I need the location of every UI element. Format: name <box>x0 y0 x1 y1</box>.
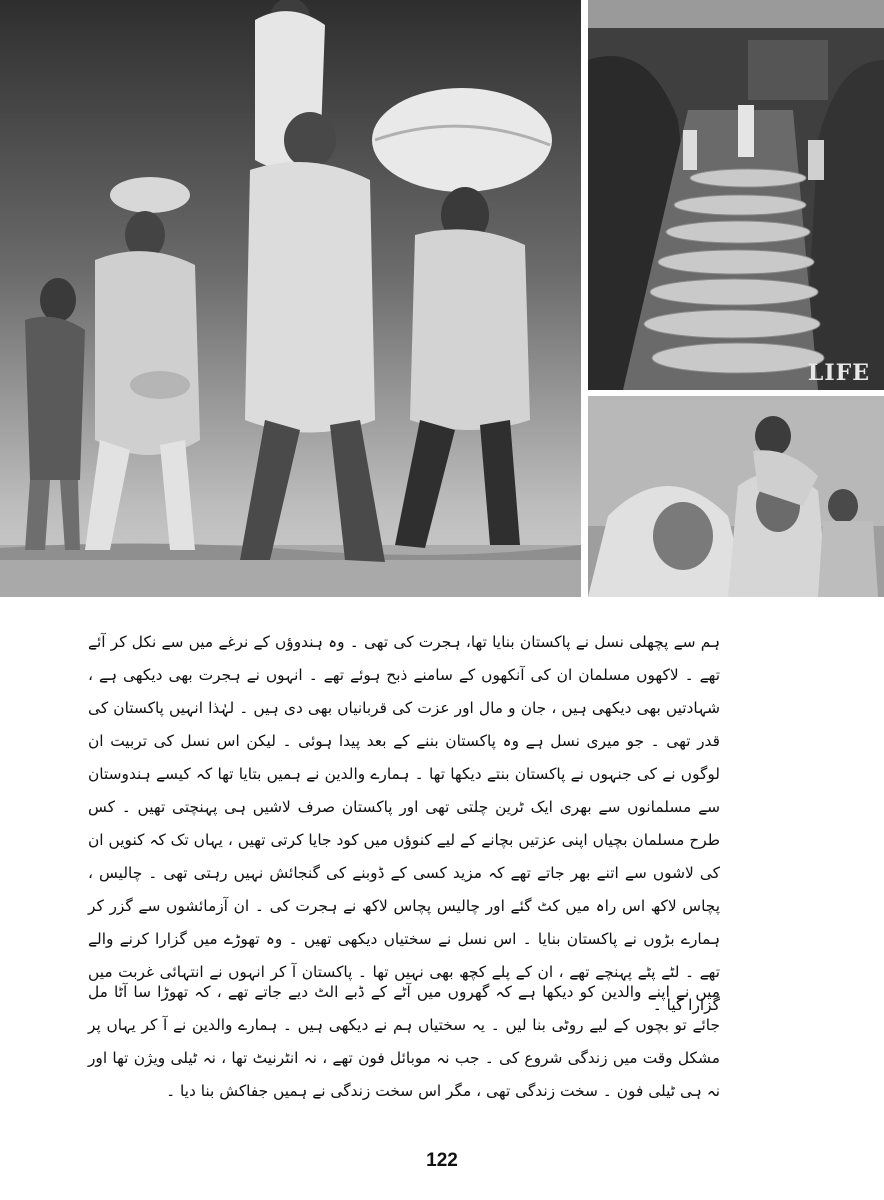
life-watermark: LIFE <box>807 360 870 386</box>
body-paragraph-2: میں نے اپنے والدین کو دیکھا ہے کہ گھروں میں آٹے کے ڈبے الٹ دیے جاتے تھے ، کہ تھوڑا سا آٹا مل جائے تو بچوں کے لیے روٹی بنا لیں ۔ یہ سختیاں ہم نے دیکھی ہیں ۔ ہمارے والدین نے آ کر یہاں پر مشکل وقت میں زندگی شروع کی ۔ جب نہ موبائل فون تھے ، نہ انٹرنیٹ تھا ، نہ ٹیلی ویژن تھا اور نہ ہی ٹیلی فون ۔ سخت زندگی تھی ، مگر اس سخت زندگی نے ہمیں جفاکش بنا دیا ۔ <box>88 983 720 1100</box>
page-number: 122 <box>426 1150 458 1171</box>
refugee-family-walking-photo <box>0 0 581 597</box>
elderly-woman-and-children-photo <box>588 396 884 597</box>
body-paragraph-1: ہم سے پچھلی نسل نے پاکستان بنایا تھا، ہجرت کی تھی ۔ وہ ہندوؤں کے نرغے میں سے نکل کر آئے تھے ۔ لاکھوں مسلمان ان کی آنکھوں کے سامنے ذبح ہوئے تھے ۔ انہوں نے ہجرت بھی دیکھی ہے ، شہادتیں بھی دیکھی ہیں ، جان و مال اور عزت کی قربانیاں بھی دی ہیں ۔ لہٰذا انہیں پاکستان کی قدر تھی ۔ جو میری نسل ہے وہ پاکستان بننے کے بعد پیدا ہوئی ۔ لیکن اس نسل کی تربیت ان لوگوں نے کی جنہوں نے پاکستان بنتے دیکھا تھا ۔ ہمارے والدین نے ہمیں بتایا تھا کہ کیسے ہندوستان سے مسلمانوں سے بھری ایک ٹرین چلتی تھی اور پاکستان صرف لاشیں ہی پہنچتی تھیں ۔ کس طرح مسلمان بچیاں اپنی عزتیں بچانے کے لیے کنوؤں میں کود جایا کرتی تھیں ، یہاں تک کہ کنویں ان کی لاشوں سے اتنے بھر جاتے تھے کہ مزید کسی کے ڈوبنے کی گنجائش نہیں رہتی تھی ۔ چالیس ، پچاس لاکھ اس راہ میں کٹ گئے اور چالیس پچاس لاکھ نے ہجرت کی ۔ ان آزمائشوں سے گزر کر ہمارے بڑوں نے پاکستان بنایا ۔ اس نسل نے سختیاں دیکھی تھیں ۔ وہ تھوڑے میں گزارا کرنے والے تھے ۔ لٹے پٹے پہنچے تھے ، ان کے پلے کچھ بھی نہیں تھا ۔ پاکستان آ کر انہوں نے انتہائی غربت میں گزارا کیا ۔ <box>88 633 720 1014</box>
mass-grave-trench-photo <box>588 0 884 390</box>
